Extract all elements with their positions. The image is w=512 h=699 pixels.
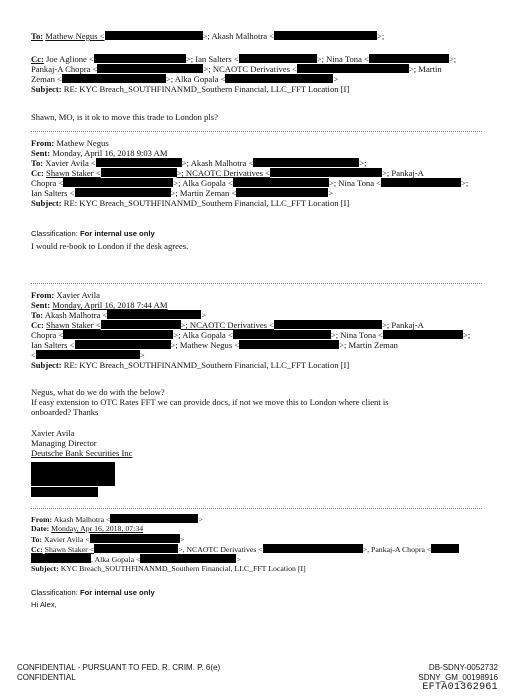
redaction: [63, 330, 173, 339]
email4-cc-line-1: Cc: Shawn Staker < >, NCAOTC Derivatives < >, Pankaj-A Chopra <: [31, 544, 482, 555]
redaction: [105, 31, 203, 40]
footer-bates-2: SDNY_GM_00198916: [418, 673, 498, 682]
email2-subject-line: Subject: RE: KYC Breach_SOUTHFINANMD_Southern Financial, LLC_FFT Location [I]: [31, 198, 350, 208]
subject-label: Subject:: [31, 84, 62, 94]
footer-confidential-1: CONFIDENTIAL - PURSUANT TO FED. R. CRIM. P. 6(e): [17, 663, 221, 672]
signature-redaction: [31, 462, 115, 486]
email3-body-1: Negus, what do we do with the below?: [31, 387, 165, 397]
email4-classification: Classification: For internal use only: [31, 588, 155, 597]
redaction: [107, 310, 201, 319]
email1-body: Shawn, MO, is it ok to move this trade to London pls?: [31, 112, 218, 122]
email4-body: Hi Alex,: [31, 600, 57, 609]
redaction: [297, 64, 409, 73]
email2-cc-line-2: Chopra < >; Alka Gopala < >; Nina Tona < >;: [31, 178, 469, 188]
email1-cc-line-2: Pankaj-A Chopra < >; NCAOTC Derivatives < >; Martin: [31, 64, 442, 74]
redaction: [239, 340, 339, 349]
redaction: [63, 178, 173, 187]
redaction: [274, 320, 382, 329]
redaction: [239, 54, 317, 63]
signature-company: Deutsche Bank Securities Inc: [31, 448, 133, 458]
email3-cc-line-2: Chopra < >; Alka Gopala < >; Nina Tona < >;: [31, 330, 471, 340]
redaction: [270, 168, 382, 177]
footer-efta-number: EFTA01362961: [422, 682, 498, 693]
redaction: [110, 514, 198, 523]
redaction: [101, 168, 177, 177]
email2-classification: Classification: For internal use only: [31, 229, 155, 238]
redaction: [381, 178, 461, 187]
email3-cc-line-1: Cc: Shawn Staker < >; NCAOTC Derivatives < >; Pankaj-A: [31, 320, 424, 330]
email3-from-line: From: Xavier Avila: [31, 290, 100, 300]
email3-body-2: If easy extension to OTC Rates FFT we can provide docs, if not we move this to London where client is: [31, 397, 389, 407]
signature-title: Managing Director: [31, 438, 97, 448]
redaction: [62, 74, 166, 83]
redaction: [369, 54, 449, 63]
email2-from-line: From: Mathew Negus: [31, 138, 109, 148]
redaction: [36, 350, 140, 359]
cc-label: Cc:: [31, 54, 44, 64]
email4-date-line: Date: Monday, Apr 16, 2018, 07:34: [31, 524, 144, 533]
redaction: [431, 544, 459, 553]
redaction: [97, 64, 203, 73]
email2-to-line: To: Xavier Avila < >; Akash Malhotra < >;: [31, 158, 367, 168]
redaction: [140, 554, 236, 563]
redaction: [274, 31, 377, 40]
email2-cc-line-1: Cc: Shawn Staker < >; NCAOTC Derivatives < >; Pankaj-A: [31, 168, 424, 178]
email1-subject-line: [31, 84, 482, 94]
redaction: [75, 188, 171, 197]
email1-cc-line-1: Cc: Joe Aglione < >; Ian Salters < >; Nina Tona < >;: [31, 54, 457, 64]
signature-redaction: [31, 487, 98, 497]
redaction: [94, 544, 178, 553]
redaction: [263, 544, 363, 553]
separator: [31, 508, 482, 509]
email3-cc-line-4: < >: [31, 350, 145, 360]
email3-sent-line: Sent: Monday, April 16, 2018 7:44 AM: [31, 300, 168, 310]
email4-subject-line: Subject: KYC Breach_SOUTHFINANMD_Southern Financial, LLC_FFT Location [I]: [31, 564, 306, 573]
email2-sent-line: Sent: Monday, April 16, 2018 9:03 AM: [31, 148, 168, 158]
email2-body: I would re-book to London if the desk agrees.: [31, 241, 189, 251]
separator: [31, 131, 482, 132]
email4-cc-line-2: , Alka Gopala < >: [31, 554, 482, 565]
email4-to-line: To: Xavier Avila < >: [31, 535, 185, 544]
redaction: [31, 554, 91, 563]
redaction: [96, 158, 182, 167]
redaction: [94, 54, 186, 63]
subject-text: RE: KYC Breach_SOUTHFINANMD_Southern Financial, LLC_FFT Location [I]: [63, 84, 350, 94]
redaction: [383, 330, 463, 339]
footer-bates-1: DB-SDNY-0052732: [428, 663, 498, 672]
footer-confidential-2: CONFIDENTIAL: [17, 673, 76, 682]
redaction: [101, 320, 181, 329]
separator: [31, 283, 482, 284]
email3-subject-line: Subject: RE: KYC Breach_SOUTHFINANMD_Southern Financial, LLC_FFT Location [I]: [31, 360, 350, 370]
redaction: [225, 74, 333, 83]
redaction: [75, 340, 171, 349]
email3-cc-line-3: Ian Salters < >; Mathew Negus < >; Martin Zeman: [31, 340, 398, 350]
redaction: [233, 330, 331, 339]
email2-cc-line-3: Ian Salters < >; Martin Zeman < >: [31, 188, 334, 198]
email4-from-line: From: Akash Malhotra < >: [31, 515, 203, 524]
email1-cc-line-3: Zeman < >; Alka Gopala < >: [31, 74, 339, 84]
email3-to-line: To: Akash Malhotra < >: [31, 310, 207, 320]
signature-name: Xavier Avila: [31, 428, 75, 438]
email3-body-3: onboarded? Thanks: [31, 407, 99, 417]
redaction: [236, 188, 328, 197]
redaction: [233, 178, 329, 187]
redaction: [253, 158, 359, 167]
redaction: [90, 534, 180, 543]
email1-to-line: To: Mathew Negus < >; Akash Malhotra < >;: [31, 31, 385, 41]
to-label: To:: [31, 31, 44, 41]
